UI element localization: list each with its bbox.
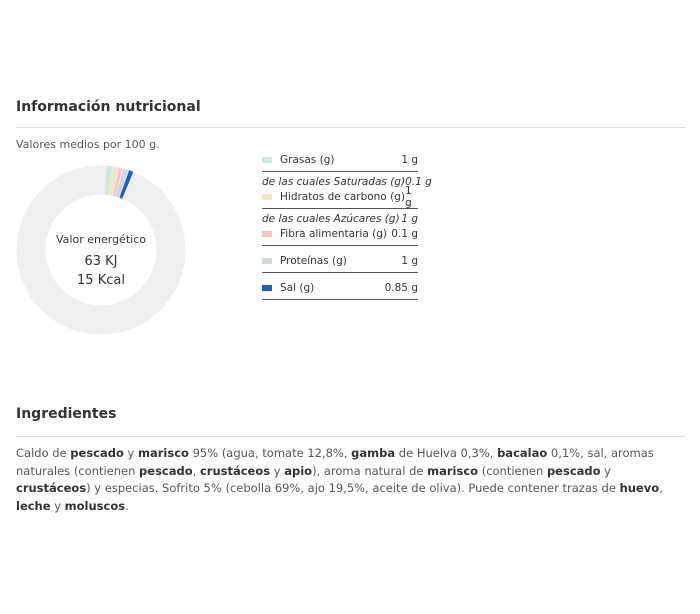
nutrient-row-protein: [262, 253, 418, 269]
saturated-row: [262, 175, 432, 189]
ingredients-fragment: (contienen: [478, 463, 547, 478]
row-separator: [262, 208, 418, 209]
sugars-label: de las cuales Azúcares (g): [262, 213, 400, 225]
allergen-highlight: bacalao: [497, 446, 548, 460]
fiber-label: Fibra alimentaria (g): [280, 228, 387, 240]
allergen-highlight: gamba: [351, 446, 396, 460]
ingredients-fragment: Caldo de: [16, 446, 71, 460]
protein-swatch: [262, 258, 272, 264]
allergen-highlight: pescado: [70, 446, 124, 460]
nutrient-row-salt: [262, 280, 418, 296]
ingredients-text: [16, 445, 688, 515]
fiber-value: 0.1 g: [391, 228, 418, 240]
row-separator: [262, 272, 418, 273]
carbs-label: Hidratos de carbono (g): [280, 191, 405, 203]
nutrition-title: Información nutricional: [16, 99, 201, 115]
ingredients-fragment: ) y especias. Sofrito 5% (cebolla 69%, ajo 19,5%, aceite de oliva). Puede contener trazas de: [86, 481, 620, 495]
salt-swatch: [262, 285, 272, 291]
ingredients-fragment: de Huelva 0,3%,: [395, 446, 498, 460]
nutrition-divider: [16, 127, 686, 128]
donut-segment-fiber: [116, 182, 119, 183]
ingredients-title: Ingredientes: [16, 406, 117, 422]
fat-value: 1 g: [401, 154, 418, 166]
allergen-highlight: apio: [284, 463, 313, 478]
energy-center: [16, 233, 186, 290]
donut-segment-protein: [119, 182, 123, 183]
protein-value: 1 g: [401, 255, 418, 267]
allergen-highlight: pescado: [139, 463, 193, 478]
fiber-swatch: [262, 231, 272, 237]
ingredients-fragment: .: [125, 498, 129, 513]
ingredients-fragment: ,: [192, 463, 200, 478]
nutrient-row-fiber: [262, 226, 418, 242]
fat-swatch: [262, 157, 272, 163]
carbs-swatch: [262, 194, 272, 200]
allergen-highlight: marisco: [138, 446, 189, 460]
ingredients-fragment: y: [600, 463, 611, 478]
donut-segment-salt: [124, 184, 127, 185]
ingredients-fragment: 0,1%, sal, aromas naturales (contienen: [16, 446, 654, 478]
ingredients-fragment: y: [123, 446, 139, 460]
allergen-highlight: crustáceos: [16, 481, 87, 495]
ingredients-fragment: ), aroma natural de: [312, 463, 428, 478]
nutrition-table: [262, 152, 432, 303]
row-separator: [262, 171, 418, 172]
row-separator: [262, 245, 418, 246]
saturated-value: 0.1 g: [405, 176, 432, 188]
allergen-highlight: pescado: [546, 463, 601, 478]
sugars-row: [262, 212, 418, 226]
energy-kcal: 15 Kcal: [77, 273, 125, 288]
nutrient-row-fat: [262, 152, 418, 168]
nutrient-row-carbs: [262, 185, 418, 209]
ingredients-fragment: 95% (agua, tomate 12,8%,: [188, 446, 352, 460]
ingredients-fragment: y: [50, 498, 65, 513]
allergen-highlight: leche: [16, 498, 51, 513]
allergen-highlight: crustáceos: [199, 463, 271, 478]
ingredients-fragment: ,: [659, 481, 663, 495]
nutrition-subtitle: Valores medios por 100 g.: [16, 138, 160, 151]
carbs-value: 1 g: [404, 185, 412, 209]
donut-segment-carbs: [111, 181, 115, 182]
salt-value: 0.85 g: [384, 282, 418, 294]
energy-label: Valor energético: [56, 233, 146, 246]
energy-kj: 63 KJ: [84, 254, 118, 269]
salt-label: Sal (g): [280, 282, 315, 294]
allergen-highlight: marisco: [427, 463, 479, 478]
protein-label: Proteínas (g): [280, 255, 347, 267]
ingredients-fragment: y: [270, 463, 285, 478]
ingredients-divider: [16, 436, 686, 437]
allergen-highlight: huevo: [619, 481, 660, 495]
saturated-label: de las cuales Saturadas (g): [262, 176, 406, 188]
fat-label: Grasas (g): [280, 154, 335, 166]
allergen-highlight: moluscos: [64, 498, 126, 513]
sugars-value: 1 g: [401, 213, 418, 225]
row-separator: [262, 299, 418, 300]
